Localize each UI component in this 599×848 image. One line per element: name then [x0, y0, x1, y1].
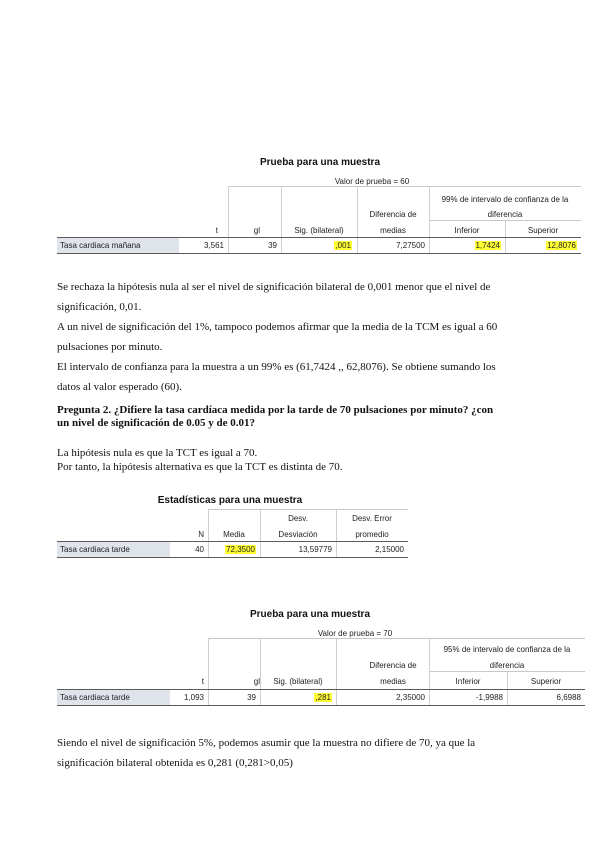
col-inferior-header: Inferior — [455, 677, 481, 686]
row-label: Tasa cardiaca mañana — [60, 241, 141, 250]
err-value: 2,15000 — [375, 545, 404, 554]
test-value-header: Valor de prueba = 60 — [334, 177, 410, 186]
sig-value: ,281 — [315, 693, 331, 702]
col-t-header: t — [215, 226, 218, 235]
paragraph-interval-line-1: El intervalo de confianza para la muestra a un 99% es (61,7424 ,, 62,8076). Se obtiene sumando los — [57, 361, 496, 373]
col-err-header-2: promedio — [355, 530, 389, 539]
col-sig-header: Sig. (bilateral) — [294, 226, 344, 235]
question-heading-line-1: Pregunta 2. ¿Difiere la tasa cardíaca medida por la tarde de 70 pulsaciones por minuto? ¿con — [57, 404, 494, 416]
paragraph-reject-line-1: Se rechaza la hipótesis nula al ser el nivel de significación bilateral de 0,001 menor que el nivel de — [57, 281, 491, 293]
n-value: 40 — [195, 545, 204, 554]
col-sig-header: Sig. (bilateral) — [273, 677, 323, 686]
gl-value: 39 — [247, 693, 256, 702]
col-diff-header: Diferencia de — [369, 210, 417, 219]
conclusion-line-1: Siendo el nivel de significación 5%, podemos asumir que la muestra no difiere de 70, ya que la — [57, 737, 476, 749]
gl-value: 39 — [268, 241, 277, 250]
ci-header: 99% de intervalo de confianza de la — [441, 195, 569, 204]
superior-value: 6,6988 — [556, 693, 581, 702]
ci-header: 95% de intervalo de confianza de la — [443, 645, 571, 654]
row-label: Tasa cardiaca tarde — [60, 693, 130, 702]
t-value: 1,093 — [183, 693, 204, 702]
diff-value: 7,27500 — [396, 241, 425, 250]
t-value: 3,561 — [203, 241, 224, 250]
col-t-header: t — [201, 677, 204, 686]
question-heading-line-2: un nivel de significación de 0.05 y de 0.01? — [57, 417, 256, 429]
table-title: Estadísticas para una muestra — [157, 495, 303, 506]
col-superior-header: Superior — [527, 226, 559, 235]
ci-header-2: diferencia — [487, 210, 523, 219]
inferior-value: 1,7424 — [475, 241, 500, 250]
paragraph-level-line-2: pulsaciones por minuto. — [57, 341, 163, 353]
table-title: Prueba para una muestra — [249, 609, 371, 620]
test-value-header: Valor de prueba = 70 — [317, 629, 393, 638]
col-desv-header: Desv. — [288, 514, 308, 523]
inferior-value: -1,9988 — [475, 693, 503, 702]
table-title: Prueba para una muestra — [259, 157, 381, 168]
superior-value: 12,8076 — [547, 241, 576, 250]
null-hypothesis: La hipótesis nula es que la TCT es igual a 70. — [57, 447, 258, 459]
col-gl-header: gl — [253, 677, 260, 686]
paragraph-interval-line-2: datos al valor esperado (60). — [57, 381, 182, 393]
row-label: Tasa cardiaca tarde — [60, 545, 130, 554]
paragraph-level-line-1: A un nivel de significación del 1%, tampoco podemos afirmar que la media de la TCM es igual a 60 — [57, 321, 498, 333]
col-superior-header: Superior — [530, 677, 562, 686]
col-gl-header: gl — [253, 226, 260, 235]
alternative-hypothesis: Por tanto, la hipótesis alternativa es que la TCT es distinta de 70. — [57, 461, 343, 473]
col-inferior-header: Inferior — [454, 226, 480, 235]
desv-value: 13,59779 — [298, 545, 332, 554]
col-diff-header-2: medias — [380, 226, 406, 235]
col-n-header: N — [198, 530, 204, 539]
col-diff-header-2: medias — [380, 677, 406, 686]
paragraph-reject-line-2: significación, 0,01. — [57, 301, 142, 313]
sig-value: ,001 — [335, 241, 351, 250]
col-media-header: Media — [223, 530, 245, 539]
col-diff-header: Diferencia de — [369, 661, 417, 670]
col-err-header: Desv. Error — [352, 514, 392, 523]
ci-header-2: diferencia — [489, 661, 525, 670]
media-value: 72,3500 — [226, 545, 255, 554]
col-desv-header-2: Desviación — [278, 530, 318, 539]
conclusion-line-2: significación bilateral obtenida es 0,281 (0,281>0,05) — [57, 757, 293, 769]
diff-value: 2,35000 — [396, 693, 425, 702]
